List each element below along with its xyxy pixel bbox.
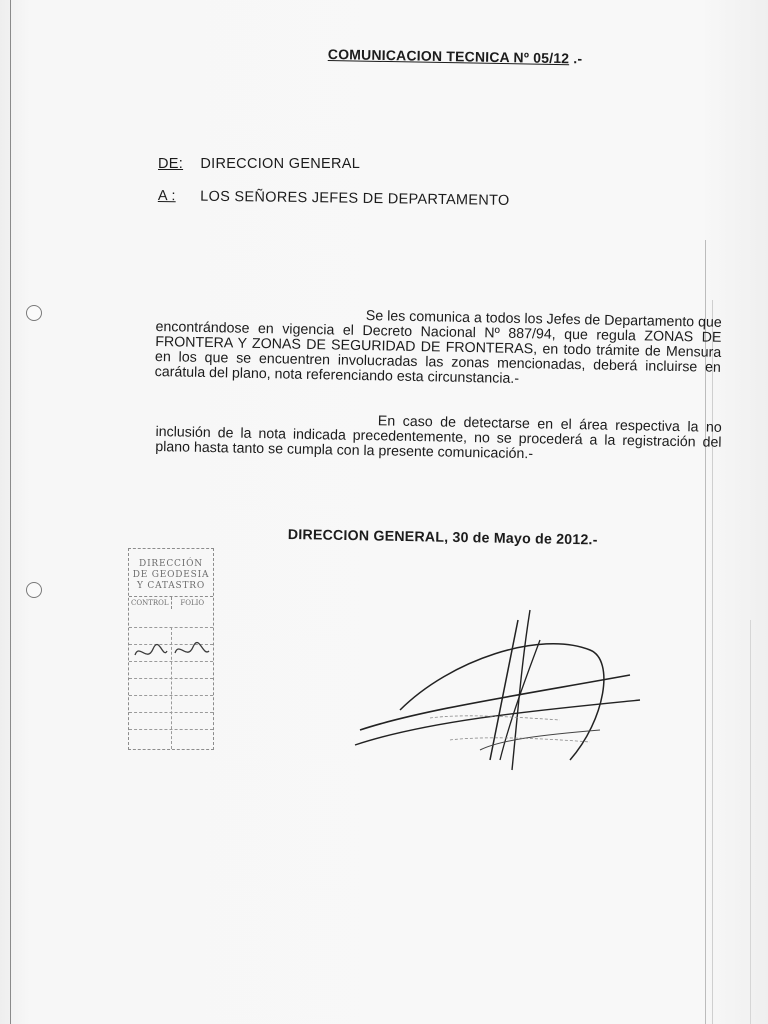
scan-line [750, 620, 751, 1024]
stamp-columns [129, 596, 213, 609]
from-label: DE: [158, 156, 184, 172]
document-title-suffix: .- [573, 50, 583, 67]
punch-hole [26, 582, 42, 598]
scan-line [712, 300, 713, 1024]
handwritten-signature [340, 600, 660, 790]
page-left-edge [10, 0, 11, 1024]
registry-stamp [128, 548, 214, 750]
paragraph-2-text: En caso de detectarse en el área respectiva la no inclusión de la nota indicada precedentemente, no se procederá a la registración del plano hasta tanto se cumpla con la presente comunicación.- [155, 413, 722, 463]
to-label: A : [157, 188, 176, 205]
stamp-line-1: DIRECCIÓN [139, 559, 203, 569]
body-paragraph-1 [155, 305, 722, 391]
to-value: LOS SEÑORES JEFES DE DEPARTAMENTO [200, 188, 510, 209]
stamp-line-3: Y CATASTRO [136, 581, 206, 591]
paragraph-1-text: Se les comunica a todos los Jefes de Departamento que encontrándose en vigencia el Decreto Nacional Nº 887/94, que regula ZONAS DE FRONTERA Y ZONAS DE SEGURIDAD DE FRONTERAS, en todo trámite de Mensura en los que se encuentren involucradas las zonas mencionadas, deberá incluirse en carátula del plano, nota referenciando esta circunstancia.- [154, 308, 722, 387]
to-line [158, 188, 510, 209]
from-line [158, 156, 360, 172]
stamp-col-right: FOLIO [171, 597, 214, 609]
stamp-col-left: CONTROL [130, 599, 169, 607]
closing-date-line: DIRECCION GENERAL, 30 de Mayo de 2012.- [287, 527, 598, 549]
document-title [328, 46, 583, 66]
from-value: DIRECCION GENERAL [200, 156, 361, 172]
punch-hole [26, 305, 42, 321]
stamp-initials-scribble [129, 633, 213, 673]
document-title-number: COMUNICACION TECNICA Nº 05/12 [327, 46, 570, 67]
body-paragraph-2 [155, 410, 722, 466]
stamp-line-2: DE GEODESIA [132, 570, 210, 580]
